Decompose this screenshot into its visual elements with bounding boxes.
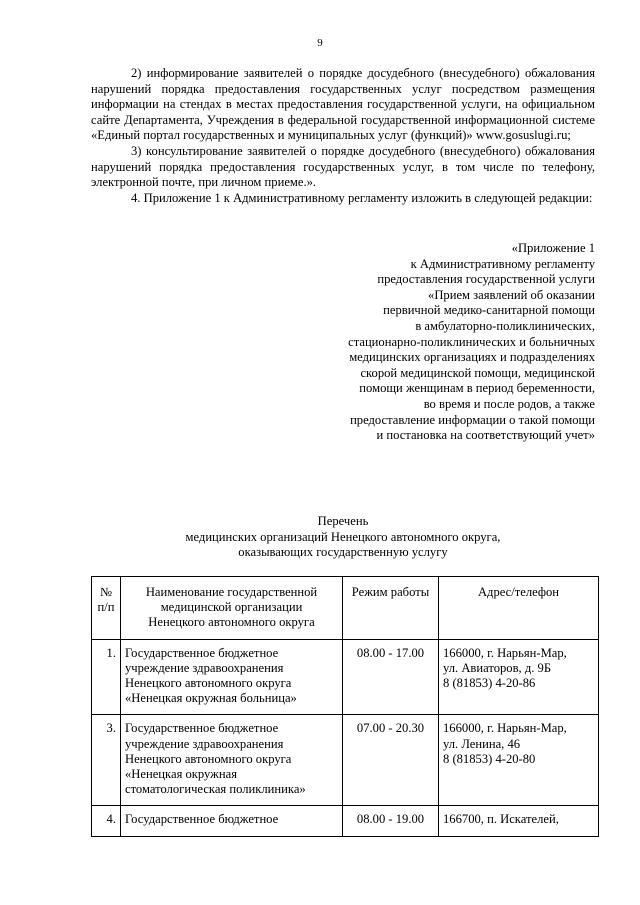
organizations-table xyxy=(91,576,599,837)
paragraph-appendix-amendment: 4. Приложение 1 к Административному регламенту изложить в следующей редакции: xyxy=(131,190,593,205)
organization-name: Государственное бюджетное xyxy=(121,806,343,836)
appendix-header-line: и постановка на соответствующий учет» xyxy=(376,428,595,443)
header-address-phone: Адрес/телефон xyxy=(439,577,599,640)
appendix-header-line: к Административному регламенту xyxy=(410,256,595,271)
appendix-header xyxy=(265,241,595,444)
page-number: 9 xyxy=(317,37,323,49)
appendix-header-line: «Приложение 1 xyxy=(511,241,595,255)
working-hours: 07.00 - 20.30 xyxy=(343,715,439,806)
appendix-header-line: первичной медико-санитарной помощи xyxy=(383,303,595,318)
organization-name: Государственное бюджетное учреждение здравоохранения Ненецкого автономного округа «Ненецкая окружная больница» xyxy=(121,639,343,715)
working-hours: 08.00 - 17.00 xyxy=(343,639,439,715)
working-hours: 08.00 - 19.00 xyxy=(343,806,439,836)
body-text xyxy=(91,66,595,206)
appendix-header-line: стационарно-поликлинических и больничных xyxy=(348,334,595,349)
header-number: № п/п xyxy=(92,577,121,640)
table-row xyxy=(92,806,599,836)
address-phone: 166000, г. Нарьян-Мар, ул. Авиаторов, д. 9Б 8 (81853) 4-20-86 xyxy=(439,639,599,715)
appendix-header-line: предоставление информации о такой помощи xyxy=(350,412,595,427)
list-title xyxy=(91,514,595,561)
table-header-row xyxy=(92,577,599,640)
list-title-heading: Перечень xyxy=(317,514,369,528)
table-row xyxy=(92,715,599,806)
appendix-header-line: в амбулаторно-поликлинических, xyxy=(415,318,595,333)
appendix-header-line: скорой медицинской помощи, медицинской xyxy=(360,365,595,380)
list-title-line: оказывающих государственную услугу xyxy=(238,545,448,560)
appendix-header-line: медицинских организациях и подразделениях xyxy=(349,350,595,365)
header-organization-name: Наименование государственной медицинской организации Ненецкого автономного округа xyxy=(121,577,343,640)
header-working-hours: Режим работы xyxy=(343,577,439,640)
list-title-line: медицинских организаций Ненецкого автономного округа, xyxy=(185,529,501,544)
appendix-header-line: «Прием заявлений об оказании xyxy=(428,287,595,302)
address-phone: 166700, п. Искателей, xyxy=(439,806,599,836)
address-phone: 166000, г. Нарьян-Мар, ул. Ленина, 46 8 (81853) 4-20-80 xyxy=(439,715,599,806)
appendix-header-line: во время и после родов, а также xyxy=(423,396,595,411)
appendix-header-line: помощи женщинам в период беременности, xyxy=(359,381,595,396)
row-number: 4. xyxy=(92,806,121,836)
paragraph-consulting: 3) консультирование заявителей о порядке досудебного (внесудебного) обжалования нарушений порядка предоставления государственных услуг, в том числе по телефону, электронной почте, при личном приеме.». xyxy=(91,143,595,190)
row-number: 3. xyxy=(92,715,121,806)
organization-name: Государственное бюджетное учреждение здравоохранения Ненецкого автономного округа «Ненецкая окружная стоматологическая поликлиника» xyxy=(121,715,343,806)
row-number: 1. xyxy=(92,639,121,715)
paragraph-informing: 2) информирование заявителей о порядке досудебного (внесудебного) обжалования нарушений порядка предоставления государственных услуг посредством размещения информации на стендах в местах предоставления государственной услуги, на официальном сайте Департамента, Учреждения в федеральной государственной информационной системе «Единый портал государственных и муниципальных услуг (функций)» www.gosuslugi.ru; xyxy=(91,66,595,143)
appendix-header-line: предоставления государственной услуги xyxy=(377,272,595,287)
table-row xyxy=(92,639,599,715)
